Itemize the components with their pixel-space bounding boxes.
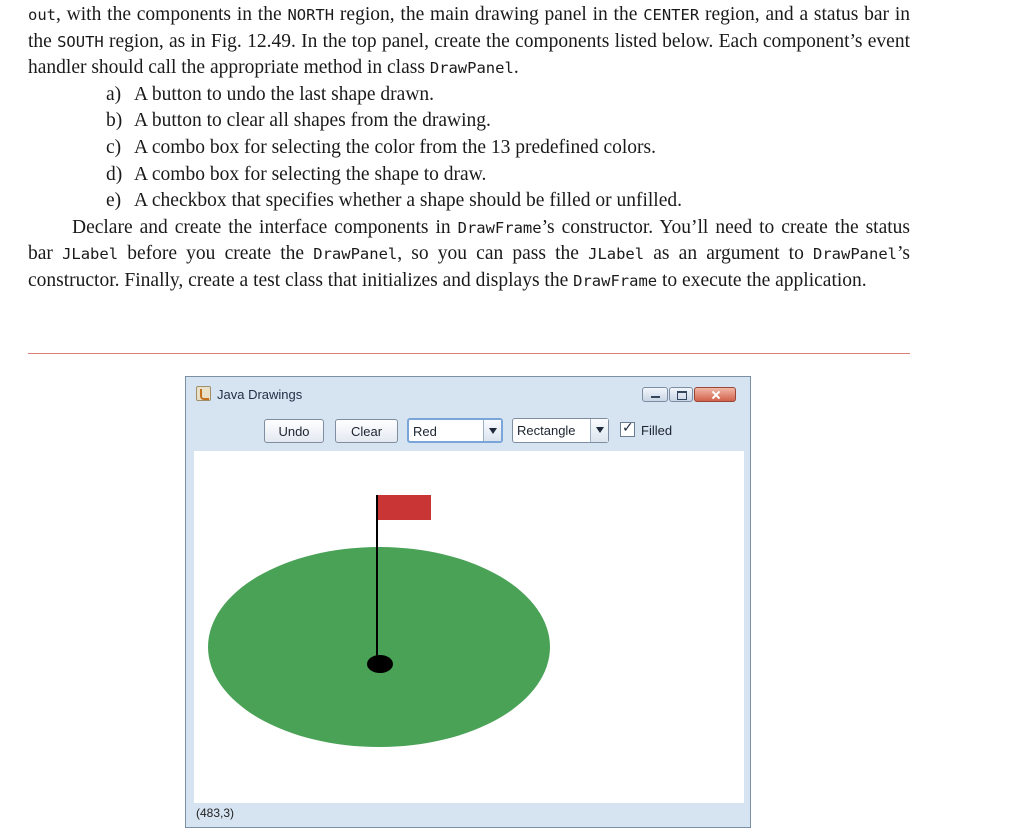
- chevron-down-icon[interactable]: [483, 420, 501, 441]
- chevron-down-icon[interactable]: [590, 419, 608, 442]
- title-bar[interactable]: [186, 377, 750, 413]
- text-run: ’s constructor. Finally, create a test class that initializes and displays the: [28, 243, 911, 291]
- red-flag: [377, 495, 431, 520]
- hole: [367, 655, 393, 673]
- shape-combo-value: Rectangle: [517, 423, 576, 438]
- list-marker: c): [106, 136, 122, 158]
- text-run: to execute the application.: [657, 269, 867, 291]
- maximize-button[interactable]: [669, 387, 693, 402]
- minimize-button[interactable]: [642, 387, 668, 402]
- code-term: NORTH: [287, 6, 335, 24]
- component-list: [28, 82, 910, 215]
- text-run: , with the components in the: [56, 4, 288, 25]
- close-button[interactable]: [694, 387, 736, 402]
- list-text: A combo box for selecting the color from the 13 predefined colors.: [134, 136, 657, 158]
- north-toolbar: [186, 413, 750, 451]
- drawing-canvas[interactable]: [194, 451, 744, 803]
- code-term: JLabel: [62, 245, 119, 264]
- list-item: [106, 135, 910, 162]
- code-term: DrawPanel: [429, 59, 514, 78]
- filled-checkbox-label[interactable]: Filled: [641, 423, 673, 438]
- java-cup-icon: [196, 386, 211, 401]
- text-run: region, the main drawing panel in the: [334, 4, 644, 25]
- text-run: before you create the: [118, 243, 314, 265]
- exercise-text: [28, 2, 910, 295]
- window-title: Java Drawings: [217, 387, 303, 402]
- color-combo-value: Red: [413, 424, 437, 439]
- code-term: DrawFrame: [573, 271, 658, 290]
- text-run: ’s constructor. You’ll need to create the status bar: [28, 216, 911, 265]
- code-term: DrawPanel: [313, 245, 398, 264]
- text-run: region, and a status bar in the: [28, 4, 911, 52]
- java-drawings-window: [185, 376, 751, 828]
- list-marker: e): [106, 190, 122, 212]
- text-run: Declare and create the interface components in: [72, 216, 458, 238]
- status-bar: [194, 803, 744, 825]
- color-combo-box[interactable]: [407, 418, 503, 443]
- shape-combo-box[interactable]: [512, 418, 609, 443]
- code-term: JLabel: [588, 245, 645, 264]
- list-text: A button to clear all shapes from the drawing.: [134, 110, 491, 132]
- separator-rule: [28, 353, 910, 354]
- list-text: A button to undo the last shape drawn.: [134, 83, 435, 105]
- list-item: [106, 108, 910, 135]
- closing-paragraph: [28, 215, 910, 295]
- list-marker: d): [106, 163, 123, 185]
- code-term: DrawFrame: [457, 218, 542, 237]
- list-item: [106, 162, 910, 189]
- text-run: region, as in Fig. 12.49. In the top panel, create the components listed below. Each component’s event handler should call the appropriate method in class: [28, 30, 910, 79]
- code-term: out: [28, 6, 56, 24]
- list-text: A combo box for selecting the shape to draw.: [134, 163, 487, 185]
- text-run: .: [513, 57, 519, 79]
- undo-button[interactable]: Undo: [264, 419, 324, 443]
- list-text: A checkbox that specifies whether a shape should be filled or unfilled.: [134, 190, 682, 212]
- list-marker: a): [106, 83, 122, 105]
- list-item: [106, 82, 910, 109]
- list-marker: b): [106, 110, 123, 132]
- intro-paragraph: [28, 2, 910, 82]
- filled-checkbox[interactable]: [620, 422, 635, 437]
- clear-button[interactable]: Clear: [335, 419, 398, 443]
- drawing-panel[interactable]: [194, 451, 744, 803]
- text-run: , so you can pass the: [397, 243, 589, 265]
- status-label: (483,3): [196, 806, 235, 820]
- code-term: DrawPanel: [813, 245, 897, 264]
- list-item: [106, 188, 910, 215]
- text-run: as an argument to: [644, 243, 813, 265]
- code-term: CENTER: [643, 6, 700, 24]
- code-term: SOUTH: [57, 32, 104, 51]
- green-oval: [208, 547, 550, 747]
